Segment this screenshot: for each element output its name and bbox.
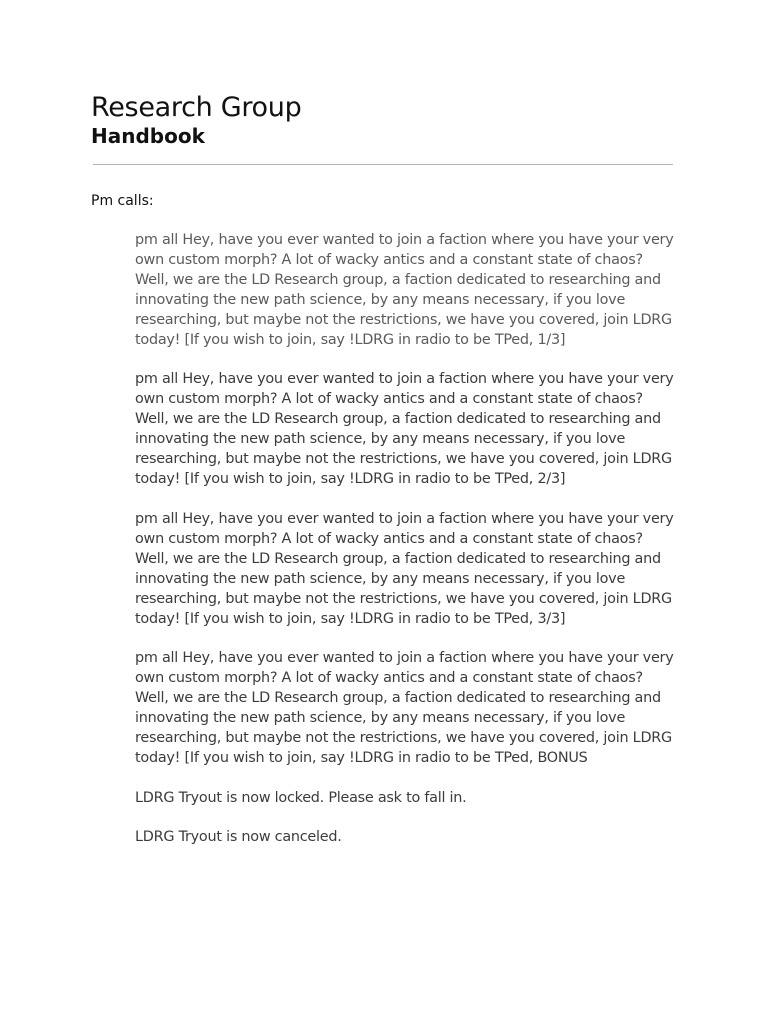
pm-call-paragraph-bonus: pm all Hey, have you ever wanted to join a faction where you have your very own custom morph? A lot of wacky antics and a constant state of chaos? Well, we are the LD Research group, a faction dedicated to researching and innovating the new path science, by any means necessary, if you love researching, but maybe not the restrictions, we have you covered, join LDRG today! [If you wish to join, say !LDRG in radio to be TPed, BONUS (135, 650, 674, 767)
header-divider (93, 164, 673, 165)
section-heading: Pm calls: (91, 193, 154, 209)
page-subtitle: Handbook (91, 124, 205, 148)
pm-call-list (135, 230, 675, 866)
tryout-canceled-message: LDRG Tryout is now canceled. (135, 828, 342, 845)
pm-call-paragraph-1: pm all Hey, have you ever wanted to join a faction where you have your very own custom morph? A lot of wacky antics and a constant state of chaos? Well, we are the LD Research group, a faction dedicated to researching and innovating the new path science, by any means necessary, if you love researching, but maybe not the restrictions, we have you covered, join LDRG today! [If you wish to join, say !LDRG in radio to be TPed, 1/3] (135, 232, 674, 348)
tryout-locked-message: LDRG Tryout is now locked. Please ask to fall in. (135, 789, 467, 806)
pm-call-paragraph-2: pm all Hey, have you ever wanted to join a faction where you have your very own custom morph? A lot of wacky antics and a constant state of chaos? Well, we are the LD Research group, a faction dedicated to researching and innovating the new path science, by any means necessary, if you love researching, but maybe not the restrictions, we have you covered, join LDRG today! [If you wish to join, say !LDRG in radio to be TPed, 2/3] (135, 371, 674, 488)
pm-call-paragraph-3: pm all Hey, have you ever wanted to join a faction where you have your very own custom morph? A lot of wacky antics and a constant state of chaos? Well, we are the LD Research group, a faction dedicated to researching and innovating the new path science, by any means necessary, if you love researching, but maybe not the restrictions, we have you covered, join LDRG today! [If you wish to join, say !LDRG in radio to be TPed, 3/3] (135, 510, 674, 627)
page-title: Research Group (91, 92, 302, 123)
